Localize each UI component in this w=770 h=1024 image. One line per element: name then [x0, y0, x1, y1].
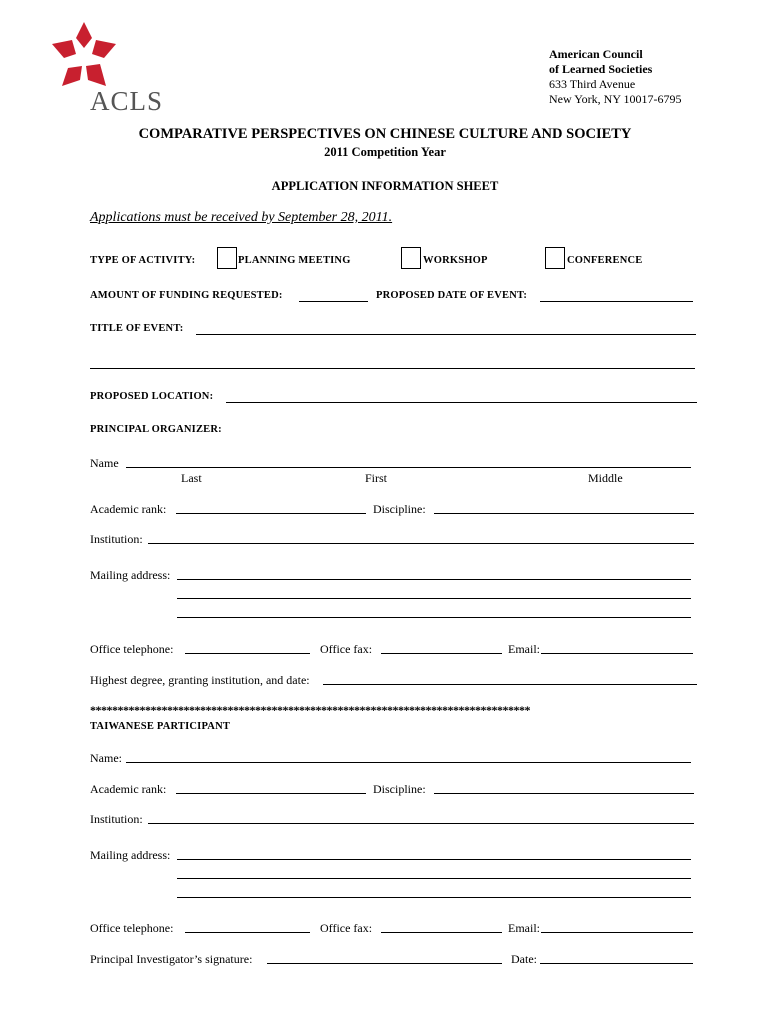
organizer-rank-label: Academic rank:	[90, 502, 167, 516]
signature-date-field[interactable]	[540, 963, 693, 964]
logo-text: ACLS	[90, 86, 164, 116]
event-title-field[interactable]	[196, 334, 696, 335]
taiwanese-mailing-field-1[interactable]	[177, 859, 691, 860]
page-title: COMPARATIVE PERSPECTIVES ON CHINESE CULTURE AND SOCIETY	[138, 126, 632, 142]
name-last-caption: Last	[181, 471, 202, 485]
taiwanese-heading: TAIWANESE PARTICIPANT	[90, 721, 231, 732]
taiwanese-fax-field[interactable]	[381, 932, 502, 933]
taiwanese-mailing-field-3[interactable]	[177, 897, 691, 898]
organizer-degree-label: Highest degree, granting institution, and date:	[90, 673, 310, 687]
organizer-heading: PRINCIPAL ORGANIZER:	[90, 424, 222, 435]
taiwanese-rank-field[interactable]	[176, 793, 366, 794]
organizer-mailing-field-2[interactable]	[177, 598, 691, 599]
taiwanese-discipline-label: Discipline:	[373, 782, 426, 796]
taiwanese-email-field[interactable]	[541, 932, 693, 933]
organizer-degree-field[interactable]	[323, 684, 697, 685]
signature-field[interactable]	[267, 963, 502, 964]
organizer-email-label: Email:	[508, 642, 540, 656]
organizer-institution-label: Institution:	[90, 532, 143, 546]
taiwanese-name-label: Name:	[90, 751, 122, 765]
address-line-4: New York, NY 10017-6795	[549, 92, 682, 106]
taiwanese-institution-label: Institution:	[90, 812, 143, 826]
location-field[interactable]	[226, 402, 697, 403]
event-date-field[interactable]	[540, 301, 693, 302]
event-title-field-2[interactable]	[90, 368, 695, 369]
organizer-name-field[interactable]	[126, 467, 691, 468]
signature-date-label: Date:	[511, 952, 537, 966]
organizer-name-label: Name	[90, 456, 119, 470]
separator-line: ********************************************************************************	[90, 703, 530, 717]
address-line-3: 633 Third Avenue	[549, 77, 636, 91]
taiwanese-telephone-field[interactable]	[185, 932, 310, 933]
taiwanese-mailing-label: Mailing address:	[90, 848, 171, 862]
name-first-caption: First	[365, 471, 388, 485]
workshop-label: WORKSHOP	[423, 255, 488, 266]
organizer-mailing-field-1[interactable]	[177, 579, 691, 580]
organizer-institution-field[interactable]	[148, 543, 694, 544]
taiwanese-fax-label: Office fax:	[320, 921, 373, 935]
planning-meeting-checkbox[interactable]	[217, 247, 237, 269]
organizer-discipline-field[interactable]	[434, 513, 694, 514]
event-date-label: PROPOSED DATE OF EVENT:	[376, 290, 528, 301]
conference-label: CONFERENCE	[567, 255, 643, 266]
activity-label: TYPE OF ACTIVITY:	[90, 255, 196, 266]
taiwanese-discipline-field[interactable]	[434, 793, 694, 794]
name-middle-caption: Middle	[588, 471, 623, 485]
location-label: PROPOSED LOCATION:	[90, 391, 214, 402]
funding-amount-label: AMOUNT OF FUNDING REQUESTED:	[90, 290, 283, 301]
organizer-telephone-label: Office telephone:	[90, 642, 174, 656]
organizer-mailing-field-3[interactable]	[177, 617, 691, 618]
taiwanese-telephone-label: Office telephone:	[90, 921, 174, 935]
taiwanese-rank-label: Academic rank:	[90, 782, 167, 796]
taiwanese-mailing-field-2[interactable]	[177, 878, 691, 879]
organizer-discipline-label: Discipline:	[373, 502, 426, 516]
signature-label: Principal Investigator’s signature:	[90, 952, 253, 966]
deadline-note: Applications must be received by September 28, 2011.	[90, 210, 393, 225]
organizer-fax-label: Office fax:	[320, 642, 373, 656]
taiwanese-email-label: Email:	[508, 921, 540, 935]
taiwanese-institution-field[interactable]	[148, 823, 694, 824]
event-title-label: TITLE OF EVENT:	[90, 323, 184, 334]
conference-checkbox[interactable]	[545, 247, 565, 269]
organizer-email-field[interactable]	[541, 653, 693, 654]
organizer-telephone-field[interactable]	[185, 653, 310, 654]
workshop-checkbox[interactable]	[401, 247, 421, 269]
star-logo-icon	[48, 20, 120, 92]
organizer-mailing-label: Mailing address:	[90, 568, 171, 582]
organizer-fax-field[interactable]	[381, 653, 502, 654]
taiwanese-name-field[interactable]	[126, 762, 691, 763]
planning-meeting-label: PLANNING MEETING	[238, 255, 351, 266]
funding-amount-field[interactable]	[299, 301, 368, 302]
address-line-1: American Council	[549, 47, 643, 61]
address-line-2: of Learned Societies	[549, 62, 653, 76]
competition-year: 2011 Competition Year	[324, 145, 446, 159]
organizer-rank-field[interactable]	[176, 513, 366, 514]
sheet-title: APPLICATION INFORMATION SHEET	[271, 179, 499, 193]
